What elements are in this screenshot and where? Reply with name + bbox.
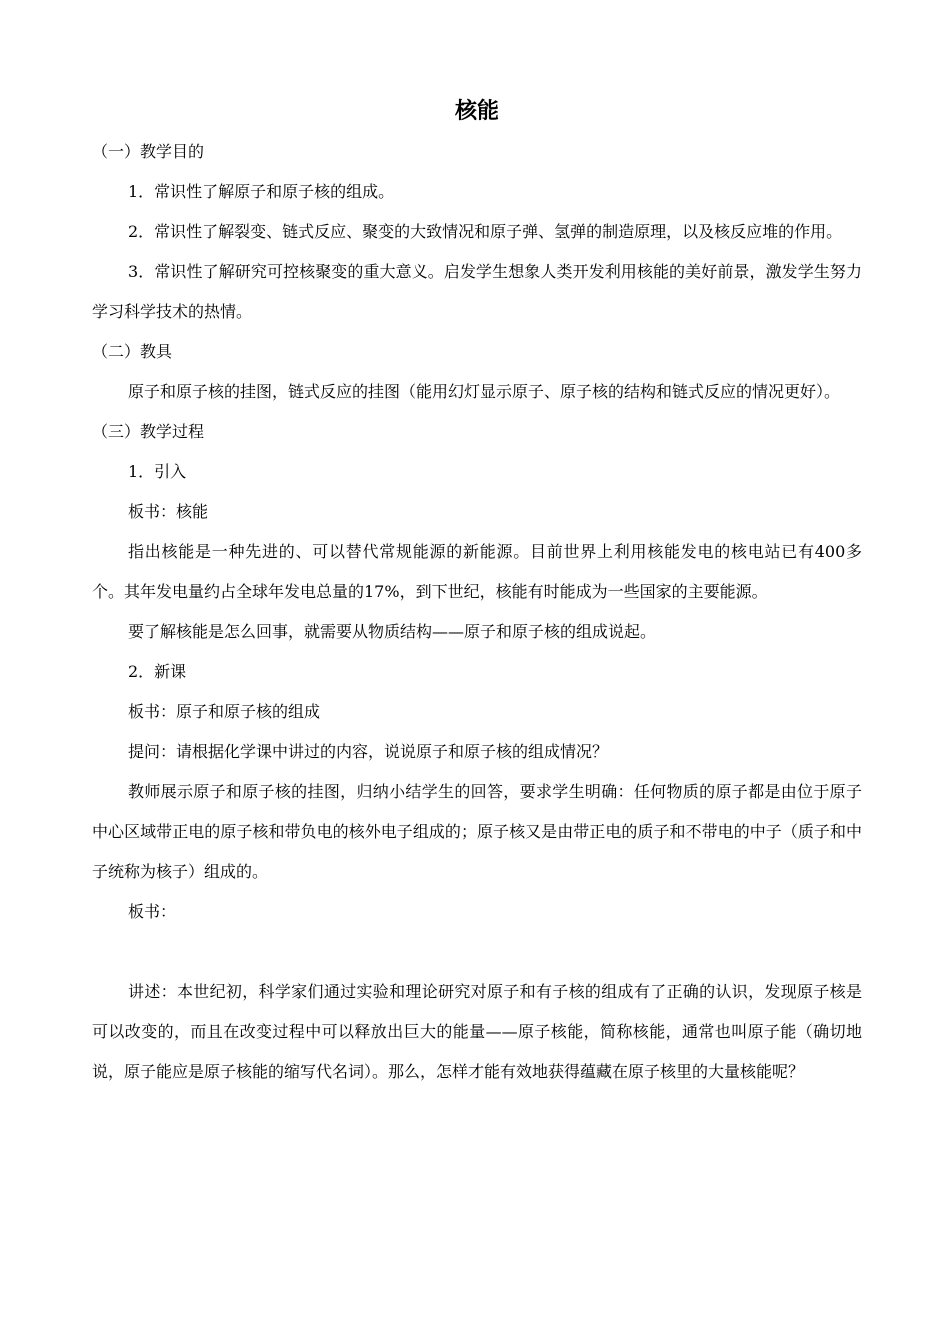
document-title: 核能 — [454, 99, 499, 124]
section-heading-process: （三）教学过程 — [92, 422, 205, 441]
paragraph-atomic-structure-lead: 要了解核能是怎么回事，就需要从物质结构——原子和原子核的组成说起。 — [128, 622, 657, 641]
new-lesson-label: 2．新课 — [128, 662, 187, 681]
paragraph-nuclear-energy-intro: 指出核能是一种先进的、可以替代常规能源的新能源。目前世界上利用核能发电的核电站已有400多个。其年发电量约占全球年发电总量的17%，到下世纪，核能有时能成为一些国家的主要能源。 — [92, 542, 862, 601]
objective-item-3: 3．常识性了解研究可控核聚变的重大意义。启发学生想象人类开发利用核能的美好前景，激发学生努力学习科学技术的热情。 — [92, 262, 862, 321]
section-heading-teaching-aids: （二）教具 — [92, 342, 173, 361]
teaching-aids-text: 原子和原子核的挂图，链式反应的挂图（能用幻灯显示原子、原子核的结构和链式反应的情况更好）。 — [128, 382, 841, 401]
paragraph-nuclear-energy-explanation: 讲述：本世纪初，科学家们通过实验和理论研究对原子和有子核的组成有了正确的认识，发现原子核是可以改变的，而且在改变过程中可以释放出巨大的能量——原子核能，简称核能，通常也叫原子能（确切地说，原子能应是原子核能的缩写代名词）。那么，怎样才能有效地获得蕴藏在原子核里的大量核能呢？ — [92, 982, 862, 1081]
section-heading-objectives: （一）教学目的 — [92, 142, 205, 161]
board-note-2: 板书：原子和原子核的组成 — [128, 702, 321, 721]
board-note-1: 板书：核能 — [128, 502, 209, 521]
intro-label: 1．引入 — [128, 462, 187, 481]
objective-item-1: 1．常识性了解原子和原子核的组成。 — [128, 182, 395, 201]
blank-space — [92, 932, 862, 972]
objective-item-2: 2．常识性了解裂变、链式反应、聚变的大致情况和原子弹、氢弹的制造原理，以及核反应堆的作用。 — [128, 222, 843, 241]
question-text: 提问：请根据化学课中讲过的内容，说说原子和原子核的组成情况？ — [128, 742, 609, 761]
board-note-3: 板书： — [128, 902, 177, 921]
paragraph-atom-composition: 教师展示原子和原子核的挂图，归纳小结学生的回答，要求学生明确：任何物质的原子都是由位于原子中心区域带正电的原子核和带负电的核外电子组成的；原子核又是由带正电的质子和不带电的中子（质子和中子统称为核子）组成的。 — [92, 782, 862, 881]
document-page — [92, 92, 862, 1092]
